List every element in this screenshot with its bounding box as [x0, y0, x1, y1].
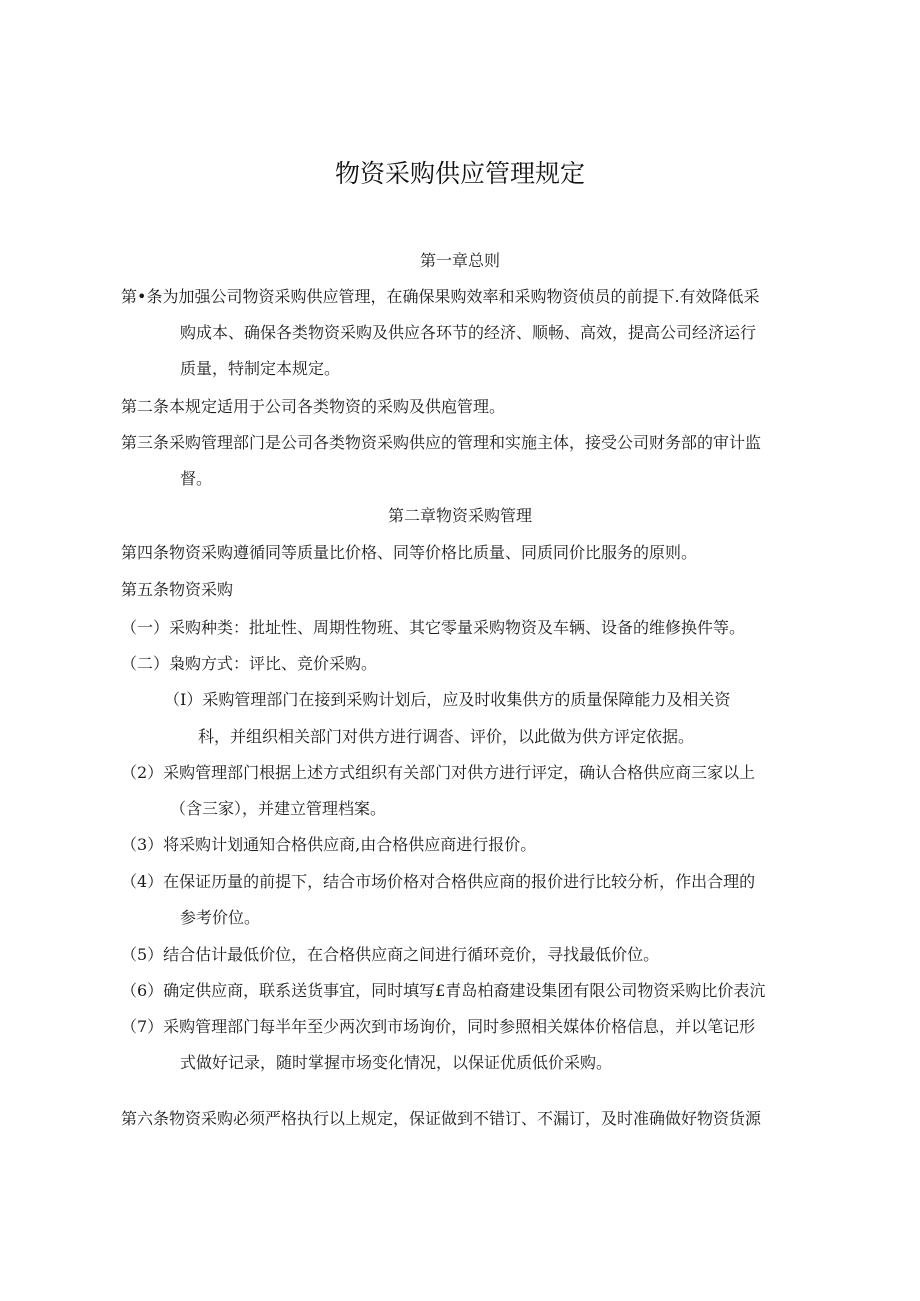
article-6: 第六条物资采购必须严格执行以上规定，保证做到不错订、不漏订，及时准确做好物资货源 — [121, 1109, 762, 1128]
document-title: 物资采购供应管理规定 — [334, 159, 585, 188]
article-3-line-2: 督。 — [180, 469, 213, 488]
sub-item-3: （3）将采购计划通知合格供应商,由合格供应商进行报价。 — [121, 835, 537, 854]
sub-item-1-line-2: 科，并组织相关部门对供方进行调沓、评价，以此做为供方评定依据。 — [198, 727, 695, 746]
article-1-line-2: 购成本、确保各类物资采购及供应各环节的经济、顺畅、高效，提高公司经济运行 — [180, 323, 757, 342]
sub-item-7-line-1: （7）采购管理部门每半年至少两次到市场询价，同时参照相关媒体价格信息，并以笔记形 — [121, 1017, 756, 1036]
article-1-line-3: 质量，特制定本规定。 — [180, 359, 341, 378]
article-4: 第四条物资采购遵循同等质量比价格、同等价格比质量、同质同价比服务的原则。 — [121, 543, 698, 562]
sub-item-4-line-2: 参考价位。 — [180, 908, 261, 927]
chapter-heading-2: 第二章物资采购管理 — [387, 506, 532, 525]
article-2: 第二条本规定适用于公司各类物资的采购及供庖管理。 — [121, 397, 506, 416]
item-2: （二）枭购方式：评比、竞价采购。 — [121, 654, 378, 673]
sub-item-7-line-2: 式做好记录，随时掌握市场变化情况，以保证优质低价采购。 — [180, 1053, 613, 1072]
sub-item-2-line-1: （2）采购管理部门根据上述方式组织有关部门对供方进行评定，确认合格供应商三家以上 — [121, 763, 756, 782]
sub-item-2-line-2: （含三家），并建立管理档案。 — [170, 799, 387, 818]
chapter-heading-1: 第一章总则 — [419, 251, 500, 270]
sub-item-5: （5）结合估计最低价位，在合格供应商之间进行循环竞价，寻找最低价位。 — [121, 945, 660, 964]
article-3-line-1: 第三条采购管理部门是公司各类物资采购供应的管理和实施主体，接受公司财务部的审计监 — [121, 433, 762, 452]
sub-item-4-line-1: （4）在保证历量的前提下，结合市场价格对合格供应商的报价进行比较分析，作出合理的 — [121, 872, 756, 891]
article-1-line-1: 第•条为加强公司物资采购供应管理，在确保果购效率和采购物资侦员的前提下.有效降低采 — [121, 287, 760, 306]
item-1: （一）采购种类：批址性、周期性物班、其它零量采购物资及车辆、设备的维修换件等。 — [121, 618, 746, 637]
sub-item-1-line-1: （I）采购管理部门在接到采购计划后，应及时收集供方的质量保障能力及相关资 — [164, 690, 731, 709]
sub-item-6: （6）确定供应商，联系送货事宜，同时填写£青岛柏裔建设集团有限公司物资采购比价表沆 — [121, 981, 766, 1000]
article-5: 第五条物资采购 — [121, 580, 234, 599]
